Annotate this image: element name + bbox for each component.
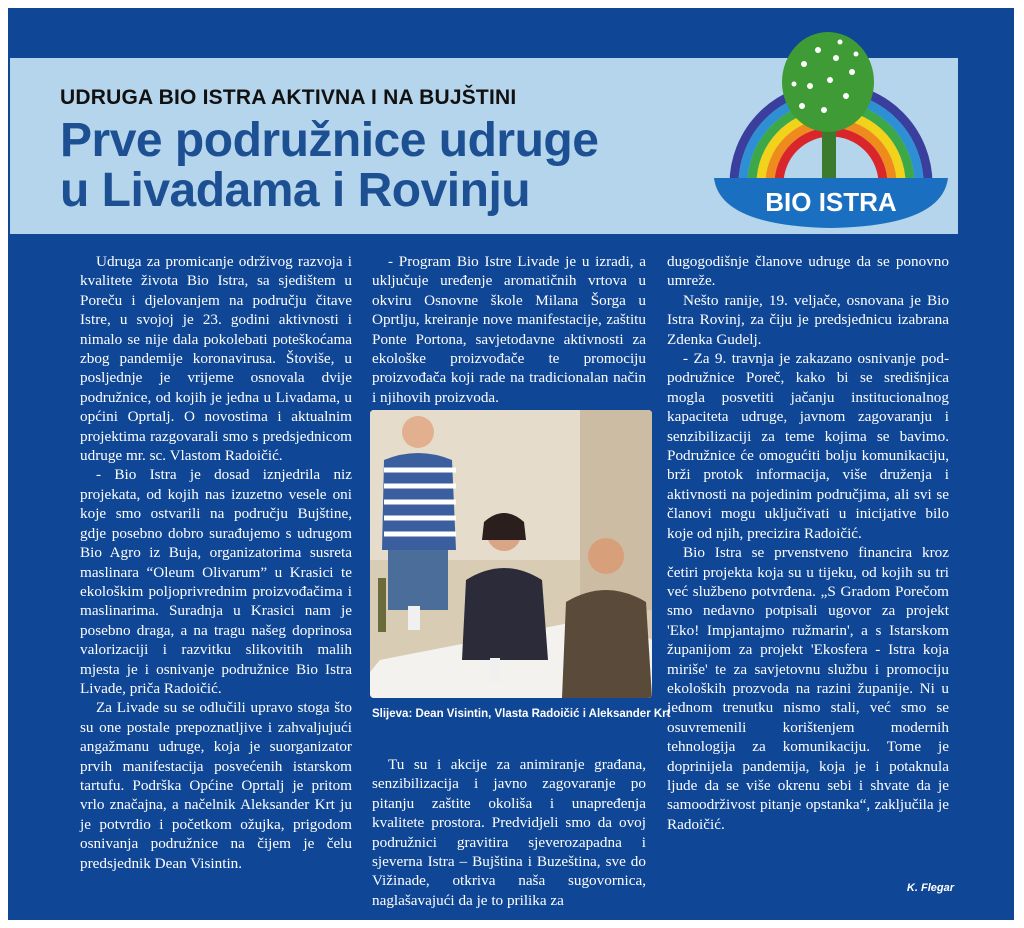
- article-column-3: [667, 252, 949, 834]
- headline-line-2: u Livadama i Rovinju: [60, 164, 531, 217]
- paragraph: - Program Bio Istre Livade je u izradi, a uključuje uređenje aromatičnih vrtova u okviru Osnovne škole Milana Šorga u Oprtlju, kreiranje nove manifestacije, zaštitu Ponte Portona, savjetodavne aktivnosti za ekološke proizvođače te promociju proizvođača koji rade na tradicionalan način i njihovih proizvoda.: [372, 253, 646, 406]
- logo-text: BIO ISTRA: [765, 187, 897, 217]
- paragraph: Za Livade su se odlučili upravo stoga što su one postale prepoznatljive i zahvaljujući angažmanu udruge, koja je suorganizator prvih manifestacija posvećenih istarskom tartufu. Podrška Općine Oprtalj je pritom vrlo značajna, a načelnik Aleksander Krt ju je potvrdio i početkom ožujka, prigodom osnivanja podružnice na čijem je čelu predsjednik Dean Visintin.: [80, 699, 352, 872]
- article-column-2-top: [372, 252, 646, 407]
- photo-illustration: [370, 410, 652, 698]
- author-byline: K. Flegar: [906, 882, 954, 894]
- article-headline: [60, 116, 620, 216]
- paragraph: Tu su i akcije za animiranje građana, senzibilizacija i javno zagovaranje po pitanju zaštite okoliša i unapređenja kvalitete prostora. Predvidjeli smo da ovoj podružnici gravitira sjeverozapadna i sjeverna Istra – Bujština i Buzeština, sve do Vižinade, otkriva naša sugovornica, naglašavajući da je to prilika za: [372, 756, 646, 909]
- tree-icon: [782, 32, 874, 182]
- paragraph: Nešto ranije, 19. veljače, osnovana je Bio Istra Rovinj, za čiju je predsjednicu izabrana Zdenka Gudelj.: [667, 291, 949, 348]
- paragraph: - Bio Istra je dosad iznjedrila niz projekata, od kojih nas izuzetno vesele oni koje smo ostvarili na području Bujštine, gdje posebno dobro surađujemo s udrugom Bio Agro iz Buja, organizatorima susreta maslinara “Oleum Olivarum” u Krasici te ekološkim poljoprivrednim proizvođačima i maslinarima. Suradnja u Krasici nam je posebno draga, a na tragu našeg doprinosa valorizaciji i razvitku slikovitih malih mjesta je i osnivanje podružnice Bio Istra Livade, priča Radoičić.: [80, 466, 352, 697]
- paragraph: Udruga za promicanje održivog razvoja i kvalitete života Bio Istra, sa sjedištem u Poreču i djelovanjem na području čitave Istre, u svojoj je 23. godini aktivnosti i nimalo se nije dala pokolebati poteškoćama zbog pandemije koronavirusa. Štoviše, u posljednje je vrijeme osnovala dvije podružnice, od kojih je jedna u Livadama, u općini Oprtalj. O novostima i aktualnim projektima razgovarali smo s predsjednicom udruge mr. sc. Vlastom Radoičić.: [80, 253, 352, 465]
- paragraph: dugogodišnje članove udruge da se ponovno umreže.: [667, 253, 949, 290]
- bio-istra-logo: [706, 14, 956, 240]
- article-photo: [370, 410, 652, 698]
- photo-caption: Slijeva: Dean Visintin, Vlasta Radoičić i Aleksander Krt: [372, 708, 671, 720]
- paragraph: Bio Istra se prvenstveno financira kroz četiri projekta koja su u tijeku, od kojih su tri već službeno potvrđena. „S Gradom Porečom smo nedavno potpisali ugovor za projekt 'Eko! Impjantajmo ružmarin', a s Istarskom županijom za projekt 'Ekosfera - Istra koja miriše' te za savjetovnu službu i promociju ekoloških prozvoda na razini županije. Ni u jednom trenutku nismo stali, već smo se osuvremenili korištenjem modernih tehnologija za komunikaciju. Tome je doprinijela pandemija, koja je i potaknula ljude da se više okrenu sebi i shvate da je samoodrživost pitanje opstanka“, zaključila je Radoičić.: [667, 544, 949, 833]
- article-column-1: [80, 252, 352, 873]
- article-column-2-bottom: [372, 755, 646, 910]
- paragraph: - Za 9. travnja je zakazano osnivanje pod-podružnice Poreč, kako bi se središnjica mogla posvetiti jačanju institucionalnog kapaciteta udruge, javnom zagovaranju i senzibilizaciji za teme kojima se bavimo. Podružnice će omogućiti bolju komunikaciju, brži protok informacija, više druženja i aktivnosti na pojedinim područjima, ali svi se članovi mogu uključivati u inicijative bilo koje od njih, precizira Radoičić.: [667, 350, 949, 542]
- headline-line-1: Prve podružnice udruge: [60, 114, 599, 167]
- article-kicker: UDRUGA BIO ISTRA AKTIVNA I NA BUJŠTINI: [60, 86, 517, 109]
